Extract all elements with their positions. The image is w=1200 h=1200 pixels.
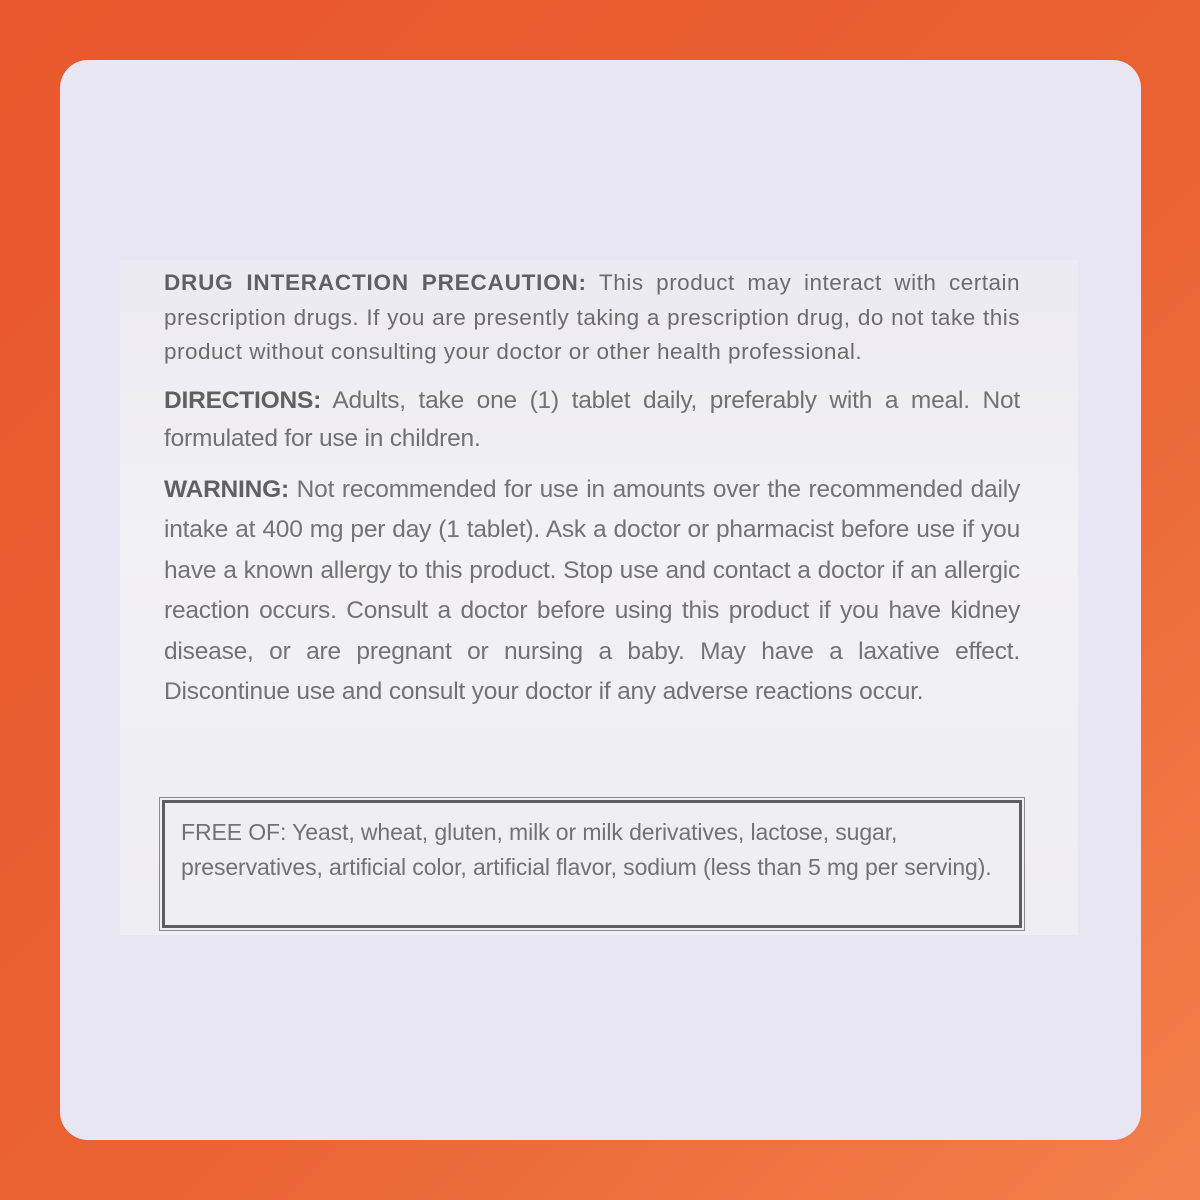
directions-paragraph bbox=[164, 382, 1020, 458]
directions-text: Adults, take one (1) tablet daily, preferably with a meal. Not formulated for use in children. bbox=[164, 386, 1020, 452]
warning-heading: WARNING: bbox=[164, 475, 289, 503]
warning-text: Not recommended for use in amounts over the recommended daily intake at 400 mg per day (1 tablet). Ask a doctor or pharmacist before use if you have a known allergy to this product. Stop use and contact a doctor if an allergic reaction occurs. Consult a doctor before using this product if you have kidney disease, or are pregnant or nursing a baby. May have a laxative effect. Discontinue use and consult your doctor if any adverse reactions occur. bbox=[164, 475, 1020, 705]
drug-interaction-text: This product may interact with certain prescription drugs. If you are presently taking a prescription drug, do not take this product without consulting your doctor or other health professional. bbox=[164, 270, 1020, 364]
supplement-label-photo bbox=[120, 260, 1078, 935]
drug-interaction-heading: DRUG INTERACTION PRECAUTION: bbox=[164, 270, 587, 295]
drug-interaction-paragraph bbox=[164, 266, 1020, 370]
free-of-box bbox=[162, 800, 1022, 928]
directions-heading: DIRECTIONS: bbox=[164, 386, 322, 414]
free-of-text: FREE OF: Yeast, wheat, gluten, milk or milk derivatives, lactose, sugar, preservatives, artificial color, artificial flavor, sodium (less than 5 mg per serving). bbox=[181, 819, 992, 880]
image-card bbox=[60, 60, 1141, 1140]
warning-paragraph bbox=[164, 470, 1020, 713]
